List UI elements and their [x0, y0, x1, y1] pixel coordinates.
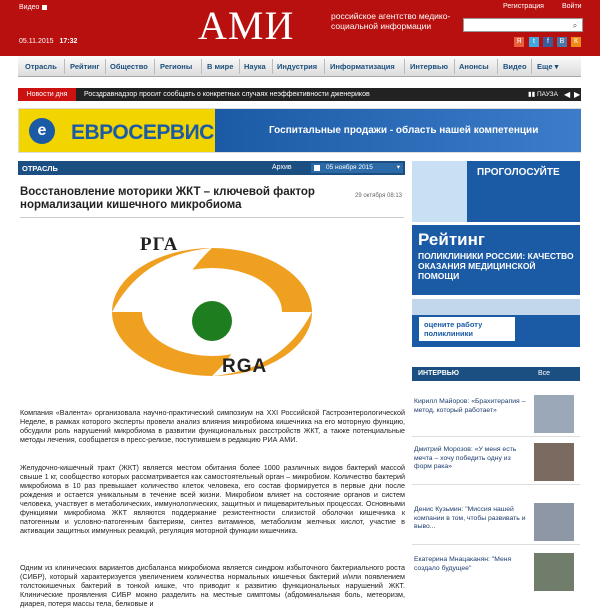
site-header	[0, 0, 600, 56]
ticker-pause-label: ПАУЗА	[536, 91, 558, 98]
vk-icon[interactable]: В	[557, 37, 567, 47]
news-ticker	[18, 88, 581, 101]
archive-date-select[interactable]	[311, 163, 403, 173]
interview-title[interactable]: Екатерина Мнацаканян: "Меня создало будущее"	[414, 556, 512, 572]
interview-item[interactable]	[412, 392, 580, 437]
archive-date-value: 05 ноября 2015	[326, 164, 373, 171]
video-label: Видео	[19, 4, 40, 11]
ad-vote[interactable]	[412, 161, 580, 222]
nav-more-label: Еще	[537, 62, 553, 71]
nav-item-video[interactable]: Видео	[503, 62, 527, 71]
interview-item[interactable]	[412, 550, 580, 595]
interview-photo[interactable]	[534, 443, 574, 481]
ad-rating-title: Рейтинг	[418, 230, 485, 249]
facebook-icon[interactable]: f	[543, 37, 553, 47]
interview-item[interactable]	[412, 500, 580, 545]
section-bar	[18, 161, 405, 175]
title-divider	[20, 217, 404, 218]
ad-rating[interactable]	[412, 225, 580, 295]
main-nav	[18, 56, 581, 77]
article-paragraph-1: Компания «Валента» организовала научно-практический симпозиум на XXI Российской Гастроэнтерологической Неделе, в рамках которого эксперты провели анализ влияния микробиома кишечника на его моторную функцию, обсудили роль нарушений микробиома в развитии функциональных расстройств ЖКТ, а также потенциальные методы лечения, сообщается в пресс-релизе, поступившем в редакцию РИА АМИ.	[20, 408, 405, 444]
banner-slogan: Госпитальные продажи - область нашей компетенции	[269, 125, 539, 136]
site-logo[interactable]: АМИ	[198, 3, 295, 48]
nav-item-industry[interactable]: Отрасль	[25, 62, 57, 71]
banner-brand: ЕВРОСЕРВИС	[71, 121, 214, 144]
ticker-headline[interactable]: Росздравнадзор просит сообщать о конкретных случаях неэффективности дженериков	[84, 91, 370, 98]
chevron-down-icon: ▾	[554, 62, 559, 71]
nav-item-rating[interactable]: Рейтинг	[70, 62, 100, 71]
nav-item-interview[interactable]: Интервью	[410, 62, 448, 71]
search-input[interactable]	[463, 18, 583, 32]
ad-rating-text: ПОЛИКЛИНИКИ РОССИИ: КАЧЕСТВО ОКАЗАНИЯ МЕДИЦИНСКОЙ ПОМОЩИ	[418, 251, 574, 281]
interview-photo[interactable]	[534, 553, 574, 591]
article-date: 29 октября 08:13	[355, 193, 403, 199]
ok-icon[interactable]: К	[571, 37, 581, 47]
search-icon[interactable]: ⌕	[572, 21, 578, 30]
ad-vote-photo	[412, 161, 467, 222]
logo-subtitle: российское агентство медико-социальной информации	[331, 11, 451, 31]
nav-item-science[interactable]: Наука	[244, 62, 266, 71]
banner-logo-area	[19, 109, 215, 152]
calendar-icon	[314, 165, 320, 171]
interviews-all-link[interactable]: Все	[538, 370, 551, 377]
nav-item-industria[interactable]: Индустрия	[277, 62, 318, 71]
ad-banner-euroservice[interactable]	[18, 108, 581, 153]
ad-clinic-photo	[412, 299, 580, 315]
nav-item-announcements[interactable]: Анонсы	[459, 62, 489, 71]
current-date: 05.11.2015	[19, 38, 54, 45]
ad-clinic-button[interactable]: оцените работу поликлиники	[419, 317, 515, 341]
video-link[interactable]	[19, 4, 47, 11]
interview-divider	[412, 436, 580, 437]
rga-logo-dot	[192, 301, 232, 341]
yandex-icon[interactable]: Я	[514, 37, 524, 47]
register-link[interactable]: Регистрация	[503, 3, 544, 10]
ticker-pause-button[interactable]: ▮▮ ПАУЗА	[528, 91, 558, 98]
nav-item-world[interactable]: В мире	[207, 62, 234, 71]
archive-link[interactable]: Архив	[272, 164, 292, 171]
login-link[interactable]: Войти	[562, 3, 582, 10]
article-title: Восстановление моторики ЖКТ – ключевой фактор нормализации кишечного микробиома	[20, 186, 315, 211]
interview-divider	[412, 484, 580, 485]
current-time: 17:32	[59, 38, 78, 45]
ad-vote-text: ПРОГОЛОСУЙТЕ	[477, 167, 560, 178]
twitter-icon[interactable]: t	[529, 37, 539, 47]
nav-item-it[interactable]: Информатизация	[330, 62, 395, 71]
ticker-next-icon[interactable]: ▶	[574, 90, 581, 99]
article-paragraph-2: Желудочно-кишечный тракт (ЖКТ) является местом обитания более 1000 различных видов бактерий массой свыше 1 кг, сообщество которых рассматривается как самостоятельный орган – микробиом. Количество бактерий микробиома в 10 раз превышает количество клеток человека, его состав формируется в первые дни после рождения и остается уникальным в течение всей жизни. Микробиом влияет на состояние органов и систем человека, участвует в метаболических, иммунологических, защитных и пищеварительных процессах. Основными функциями микробиома ЖКТ являются поддержание резистентности слизистой оболочки кишечника к патогенным и условно-патогенным бактериям, синтез витаминов, метаболизм желчных кислот, участие в активации защитных иммунных реакций, регуляция моторной функции кишечника.	[20, 463, 405, 535]
ticker-prev-icon[interactable]: ◀	[564, 90, 571, 99]
logo-text-bottom: RGA	[222, 356, 268, 377]
nav-item-more[interactable]	[537, 62, 558, 71]
current-datetime	[19, 38, 77, 45]
interview-divider	[412, 544, 580, 545]
article-paragraph-3: Одним из клинических вариантов дисбаланса микробиома является синдром избыточного бактериального роста (СИБР), который характеризуется увеличением количества нормальных кишечных бактерий и/или появлением толстокишечных бактерий в тонкой кишке, что приводит к развитию функциональных нарушений ЖКТ. Клинические проявления СИБР можно разделить на местные симптомы (абдоминальная боль, метеоризм, диарея, потеря массы тела, белковые и	[20, 563, 405, 608]
video-icon	[42, 5, 47, 10]
article-image	[72, 226, 352, 393]
section-label[interactable]: ОТРАСЛЬ	[22, 164, 58, 173]
nav-item-society[interactable]: Общество	[110, 62, 148, 71]
interview-title[interactable]: Дмитрий Морозов: «У меня есть мечта – хочу победить одну из форм рака»	[414, 446, 517, 470]
ad-clinic[interactable]	[412, 299, 580, 347]
interview-title[interactable]: Кирилл Майоров: «Брахитерапия – метод, который работает»	[414, 398, 526, 414]
interview-photo[interactable]	[534, 503, 574, 541]
rga-logo-graphic	[72, 226, 352, 393]
interview-title[interactable]: Денис Кузьмин: "Миссия нашей компании в том, чтобы развивать и выво...	[414, 506, 526, 530]
euroservice-logo-icon: e	[29, 118, 55, 144]
logo-text-top: РГА	[140, 234, 179, 255]
nav-item-regions[interactable]: Регионы	[160, 62, 193, 71]
chevron-down-icon: ▾	[396, 164, 400, 171]
interviews-label: ИНТЕРВЬЮ	[418, 370, 460, 377]
ticker-tag: Новости дня	[18, 88, 76, 101]
interview-photo[interactable]	[534, 395, 574, 433]
interview-item[interactable]	[412, 440, 580, 485]
interviews-header	[412, 367, 580, 381]
